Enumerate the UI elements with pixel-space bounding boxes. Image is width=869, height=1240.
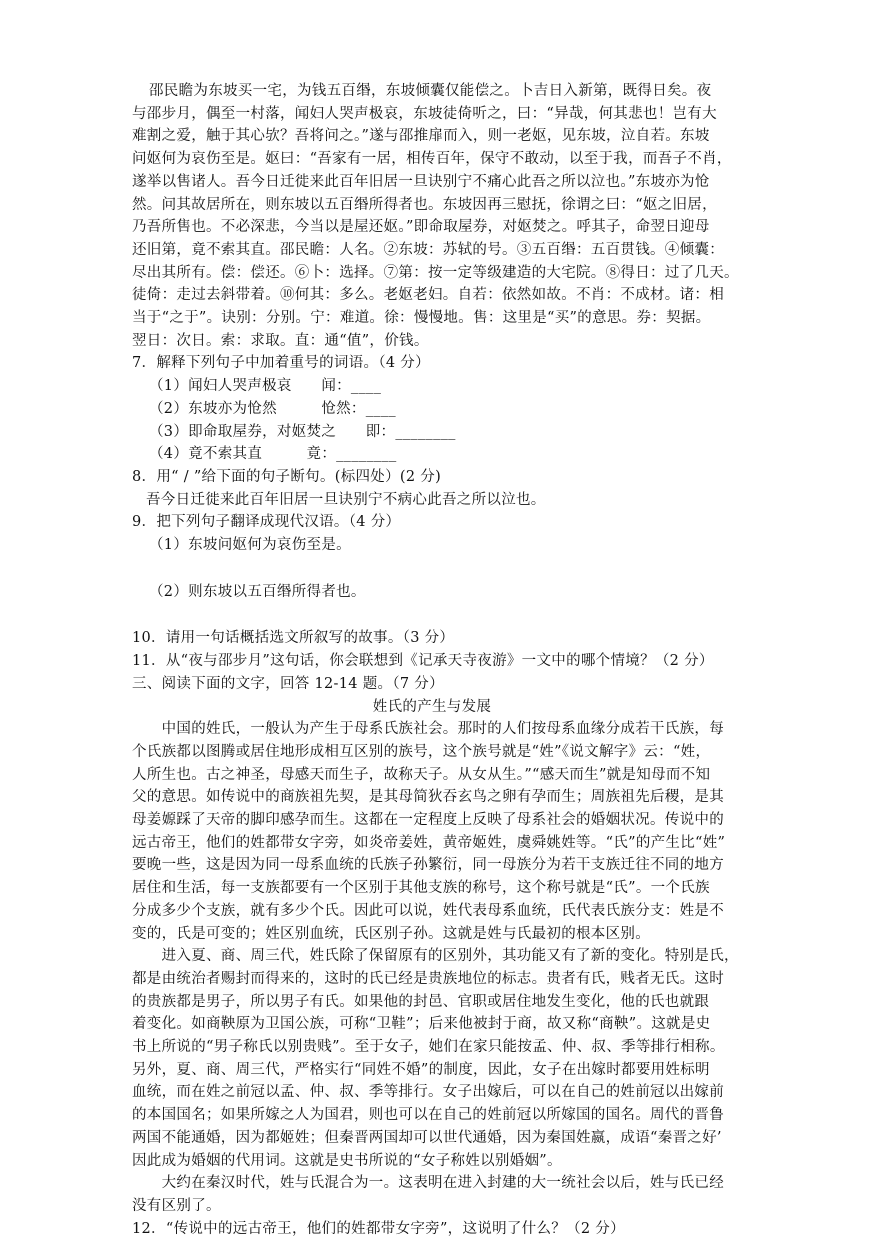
question-9-stem: 9．把下列句子翻译成现代汉语。（4 分） — [132, 514, 401, 531]
article-line: 变的，氏是可变的；姓区别血统，氏区别子孙。这就是姓与氏最初的根本区别。 — [132, 925, 650, 942]
article-title: 姓氏的产生与发展 — [372, 698, 492, 715]
passage-line: 乃吾所售也。不必深悲，今当以是屋还妪。”即命取屋券，对妪焚之。呼其子，命翌日迎母 — [132, 219, 710, 236]
article-line: 两国不能通婚，因为都姬姓；但秦晋两国却可以世代通婚，因为秦国姓嬴，成语“秦晋之好’ — [132, 1129, 722, 1146]
question-9-item: （1）东坡问妪何为哀伤至是。 — [149, 537, 351, 553]
article-line: 远古帝王，他们的姓都带女字旁，如炎帝姜姓，黄帝姬姓，虞舜姚姓等。“氏”的产生比“姓” — [132, 834, 726, 851]
passage-line: 与邵步月，偶至一村落，闻妇人哭声极哀，东坡徒倚听之，曰：“异哉，何其悲也！岂有大 — [132, 105, 717, 122]
article-line: 的本国国名；如果所嫁之人为国君，则也可以在自己的姓前冠以所嫁国的国名。周代的晋鲁 — [132, 1107, 724, 1124]
article-line: 要晚一些，这是因为同一母系血统的氏族子孙繁衍，同一母族分为若干支族迁往不同的地方 — [132, 857, 724, 874]
article-line: 都是由统治者赐封而得来的，这时的氏已经是贵族地位的标志。贵者有氏，贱者无氏。这时 — [132, 970, 724, 987]
passage-line: 翌日：次日。索：求取。直：通“值”，价钱。 — [132, 332, 429, 349]
section-3-heading: 三、阅读下面的文字，回答 12-14 题。（7 分） — [132, 675, 444, 692]
article-line: 母姜嫄踩了天帝的脚印感孕而生。这都在一定程度上反映了母系社会的婚姻状况。传说中的 — [132, 812, 724, 828]
question-8-stem: 8．用“ / ”给下面的句子断句。(标四处）(2 分) — [132, 468, 442, 485]
question-10: 10．请用一句话概括选文所叙写的故事。（3 分） — [132, 630, 455, 647]
article-line: 另外，夏、商、周三代，严格实行“同姓不婚”的制度，因此，女子在出嫁时都要用姓标明 — [132, 1061, 710, 1078]
question-8-sentence: 吾今日迁徙来此百年旧居一旦诀别宁不病心此吾之所以泣也。 — [146, 491, 546, 508]
passage-line: 尽出其所有。偿：偿还。⑥卜：选择。⑦第：按一定等级建造的大宅院。⑧得日：过了几天。 — [132, 264, 739, 281]
question-12: 12．“传说中的远古帝王，他们的姓都带女字旁”，这说明了什么？（2 分） — [132, 1220, 625, 1237]
passage-line: 当于“之于”。诀别：分别。宁：难道。徐：慢慢地。售：这里是“买”的意思。券：契据。 — [132, 310, 711, 326]
article-line: 着变化。如商鞅原为卫国公族，可称“卫鞋”；后来他被封于商，故又称“商鞅”。这就是史 — [132, 1016, 711, 1033]
passage-line: 然。问其故居所在，则东坡以五百缗所得者也。东坡因再三慰抚，徐谓之曰：“妪之旧居， — [132, 196, 717, 213]
article-line: 的贵族都是男子，所以男子有氏。如果他的封邑、官职或居住地发生变化，他的氏也就跟 — [132, 993, 710, 1010]
passage-line: 邵民瞻为东坡买一宅，为钱五百缗，东坡倾囊仅能偿之。卜吉日入新第，既得日矣。夜 — [149, 83, 712, 99]
article-line: 进入夏、商、周三代，姓氏除了保留原有的区别外，其功能又有了新的变化。特别是氏， — [132, 948, 739, 965]
question-7-item: （1）闻妇人哭声极哀 闻：____ — [149, 378, 382, 395]
article-line: 书上所说的“男子称氏以别贵贱”。至于女子，她们在家只能按孟、仲、叔、季等排行相称。 — [132, 1039, 725, 1055]
article-line: 大约在秦汉时代，姓与氏混合为一。这表明在进入封建的大一统社会以后，姓与氏已经 — [132, 1175, 724, 1192]
question-7-item: （3）即命取屋券，对妪焚之 即：________ — [149, 423, 456, 440]
question-7-item: （2）东坡亦为怆然 怆然：____ — [149, 400, 396, 417]
article-line: 人所生也。古之神圣，母感天而生子，故称天子。从女从生。”“感天而生”就是知母而不知 — [132, 766, 711, 783]
article-line: 血统，而在姓之前冠以孟、仲、叔、季等排行。女子出嫁后，可以在自己的姓前冠以出嫁前 — [132, 1084, 724, 1101]
passage-line: 难割之爱，触于其心欤？吾将问之。”遂与邵推扉而入，则一老妪，见东坡，泣自若。东坡 — [132, 128, 710, 145]
question-7-item: （4）竟不索其直 竟：________ — [149, 446, 397, 463]
article-line: 父的意思。如传说中的商族祖先契，是其母简狄吞玄鸟之卵有孕而生；周族祖先后稷，是其 — [132, 789, 724, 806]
article-line: 居住和生活，每一支族都要有一个区别于其他支族的称号，这个称号就是“氏”。一个氏族 — [132, 880, 710, 897]
question-7-stem: 7．解释下列句子中加着重号的词语。（4 分） — [132, 355, 430, 372]
question-11: 11．从“夜与邵步月”这句话，你会联想到《记承天寺夜游》一文中的哪个情境？（2 分） — [132, 653, 714, 670]
article-line: 没有区别了。 — [132, 1197, 221, 1214]
passage-line: 问妪何为哀伤至是。妪曰：“吾家有一居，相传百年，保守不敢动，以至于我，而吾子不肖， — [132, 151, 732, 168]
article-line: 个氏族都以图腾或居住地形成相互区别的族号，这个族号就是“姓”《说文解字》云：“姓， — [132, 743, 711, 760]
article-line: 中国的姓氏，一般认为产生于母系氏族社会。那时的人们按母系血缘分成若干氏族，每 — [132, 721, 724, 738]
article-line: 因此成为婚姻的代用词。这就是史书所说的“女子称姓以别婚姻”。 — [132, 1152, 562, 1169]
passage-line: 还旧第，竟不索其直。邵民瞻：人名。②东坡：苏轼的号。③五百缗：五百贯钱。④倾囊： — [132, 241, 724, 258]
question-9-item: （2）则东坡以五百缗所得者也。 — [149, 583, 366, 600]
passage-line: 遂举以售诸人。吾今日迁徙来此百年旧居一旦诀别宁不痛心此吾之所以泣也。”东坡亦为怆 — [132, 173, 710, 190]
article-line: 分成多少个支族，就有多少个氏。因此可以说，姓代表母系血统，氏代表氏族分支：姓是不 — [132, 902, 724, 919]
passage-line: 徒倚：走过去斜带着。⑩何其：多么。老妪老妇。自若：依然如故。不肖：不成材。诸：相 — [132, 287, 724, 304]
